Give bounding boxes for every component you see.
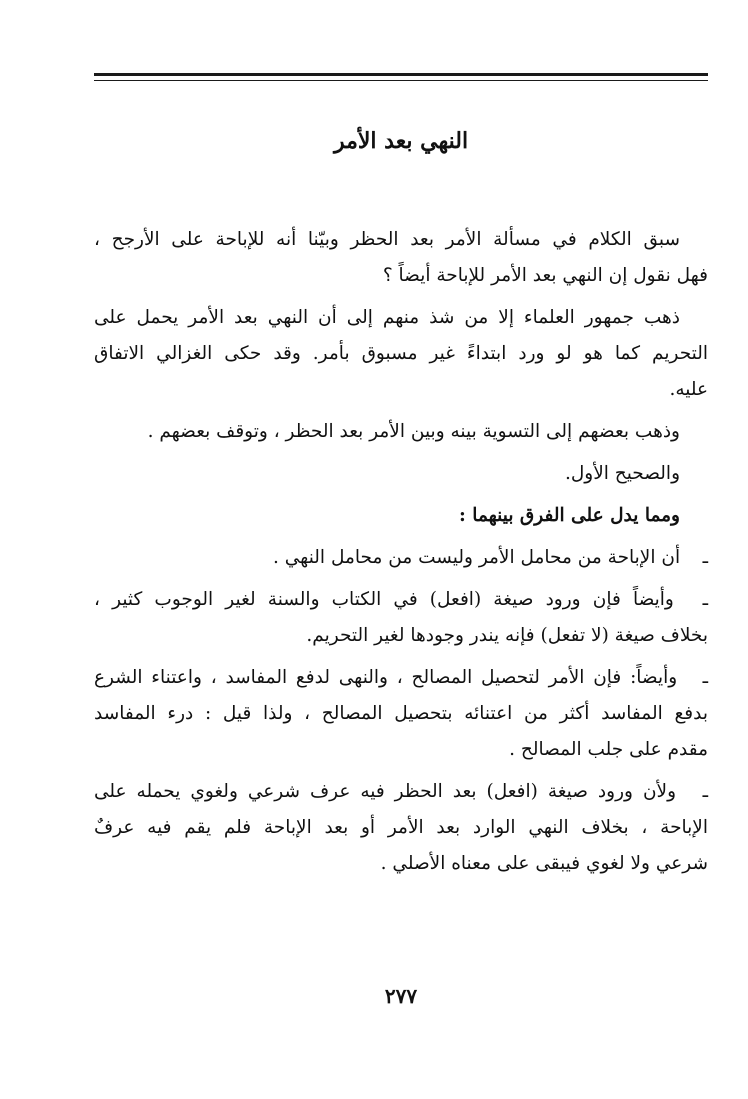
paragraph-line: التحريم كما هو لو ورد ابتداءً غير مسبوق بأمر. وقد حكى الغزالي الاتفاق (94, 343, 708, 364)
paragraph-line: سبق الكلام في مسألة الأمر بعد الحظر وبيّنا أنه للإباحة على الأرجح ، (94, 229, 680, 250)
bullet-line: بدفع المفاسد أكثر من اعتنائه بتحصيل المصالح ، ولذا قيل : درء المفاسد (94, 703, 708, 724)
paragraph-line: وذهب بعضهم إلى التسوية بينه وبين الأمر بعد الحظر ، وتوقف بعضهم . (147, 421, 680, 442)
page-number: ٢٧٧ (384, 984, 418, 1008)
bullet-item-1 (94, 540, 708, 576)
dash-marker: ـ (702, 547, 708, 568)
paragraph-line: فهل نقول إن النهي بعد الأمر للإباحة أيضاً ؟ (382, 265, 708, 286)
paragraph-1 (94, 222, 708, 294)
bullet-item-4 (94, 774, 708, 882)
bullet-text: وأيضاً: فإن الأمر لتحصيل المصالح ، والنهى لدفع المفاسد ، واعتناء الشرع (94, 667, 678, 688)
bullet-text: ولأن ورود صيغة (افعل) بعد الحظر فيه عرف شرعي ولغوي يحمله على (94, 781, 677, 802)
header-rule-thin (94, 80, 708, 81)
body-text (94, 222, 708, 888)
bullet-line (94, 582, 708, 618)
bullet-item-3 (94, 660, 708, 768)
bullet-line (94, 774, 708, 810)
bullet-line: شرعي ولا لغوي فيبقى على معناه الأصلي . (380, 853, 708, 874)
bullet-text: وأيضاً فإن ورود صيغة (افعل) في الكتاب والسنة لغير الوجوب كثير ، (94, 589, 674, 610)
bullet-item-2 (94, 582, 708, 654)
dash-marker: ـ (702, 589, 708, 610)
paragraph-line: ذهب جمهور العلماء إلا من شذ منهم إلى أن النهي بعد الأمر يحمل على (94, 307, 680, 328)
paragraph-line: ومما يدل على الفرق بينهما : (459, 505, 680, 526)
paragraph-line: عليه. (669, 379, 708, 400)
bullet-line: الإباحة ، بخلاف النهي الوارد بعد الأمر أو بعد الإباحة فلم يقم فيه عرفٌ (94, 817, 708, 838)
paragraph-line: والصحيح الأول. (564, 463, 680, 484)
paragraph-3 (94, 414, 708, 450)
paragraph-4 (94, 456, 708, 492)
bullet-text: أن الإباحة من محامل الأمر وليست من محامل النهي . (273, 547, 681, 568)
bullet-line: مقدم على جلب المصالح . (509, 739, 708, 760)
paragraph-5 (94, 498, 708, 534)
header-rule-thick (94, 73, 708, 76)
dash-marker: ـ (702, 781, 708, 802)
dash-marker: ـ (702, 667, 708, 688)
paragraph-2 (94, 300, 708, 408)
section-title: النهي بعد الأمر (333, 128, 469, 154)
bullet-line: بخلاف صيغة (لا تفعل) فإنه يندر وجودها لغير التحريم. (306, 625, 708, 646)
bullet-line (94, 660, 708, 696)
bullet-line (94, 540, 708, 576)
